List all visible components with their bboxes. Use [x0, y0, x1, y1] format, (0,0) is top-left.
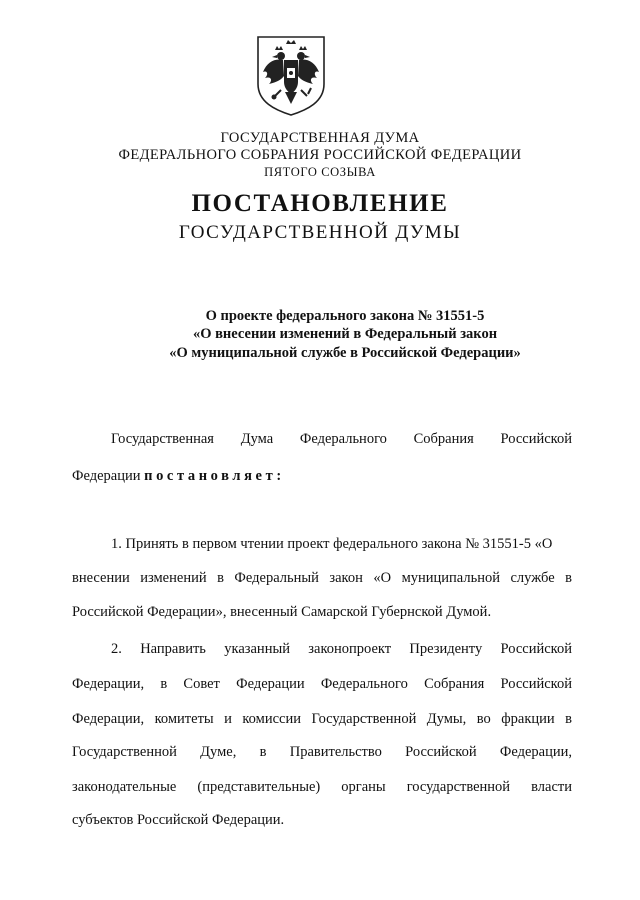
- paragraph-2-line-4: Государственной Думе, в Правительство Российской Федерации,: [72, 744, 572, 760]
- document-title: ПОСТАНОВЛЕНИЕ: [191, 190, 449, 217]
- header-line-assembly: ФЕДЕРАЛЬНОГО СОБРАНИЯ РОССИЙСКОЙ ФЕДЕРАЦИИ: [118, 147, 522, 163]
- document-subtitle: ГОСУДАРСТВЕННОЙ ДУМЫ: [178, 222, 462, 243]
- subject-line-1: О проекте федерального закона № 31551-5: [205, 308, 485, 324]
- paragraph-1-line-2: внесении изменений в Федеральный закон «О муниципальной службе в: [72, 570, 572, 586]
- preamble-subject: Федерации: [72, 468, 145, 484]
- paragraph-1-line-1: 1. Принять в первом чтении проект федерального закона № 31551-5 «О: [111, 536, 553, 552]
- header-line-duma: ГОСУДАРСТВЕННАЯ ДУМА: [220, 130, 420, 146]
- paragraph-2-line-3: Федерации, комитеты и комиссии Государственной Думы, во фракции в: [72, 711, 572, 727]
- coat-of-arms-emblem: [253, 34, 329, 118]
- paragraph-2-line-2: Федерации, в Совет Федерации Федерального Собрания Российской: [72, 676, 572, 692]
- paragraph-2-line-5: законодательные (представительные) органы государственной власти: [72, 779, 572, 795]
- subject-line-3: «О муниципальной службе в Российской Федерации»: [169, 345, 521, 361]
- preamble-line-1: Государственная Дума Федерального Собрания Российской: [111, 431, 572, 447]
- preamble-resolves: постановляет:: [144, 468, 285, 484]
- subject-line-2: «О внесении изменений в Федеральный закон: [192, 326, 498, 342]
- paragraph-2-line-1: 2. Направить указанный законопроект Президенту Российской: [111, 641, 572, 657]
- paragraph-2-line-6: субъектов Российской Федерации.: [72, 812, 285, 828]
- preamble-line-2: [72, 467, 572, 485]
- paragraph-1-line-3: Российской Федерации», внесенный Самарской Губернской Думой.: [72, 604, 492, 620]
- double-headed-eagle-icon: [253, 34, 329, 118]
- header-line-convocation: ПЯТОГО СОЗЫВА: [264, 165, 376, 179]
